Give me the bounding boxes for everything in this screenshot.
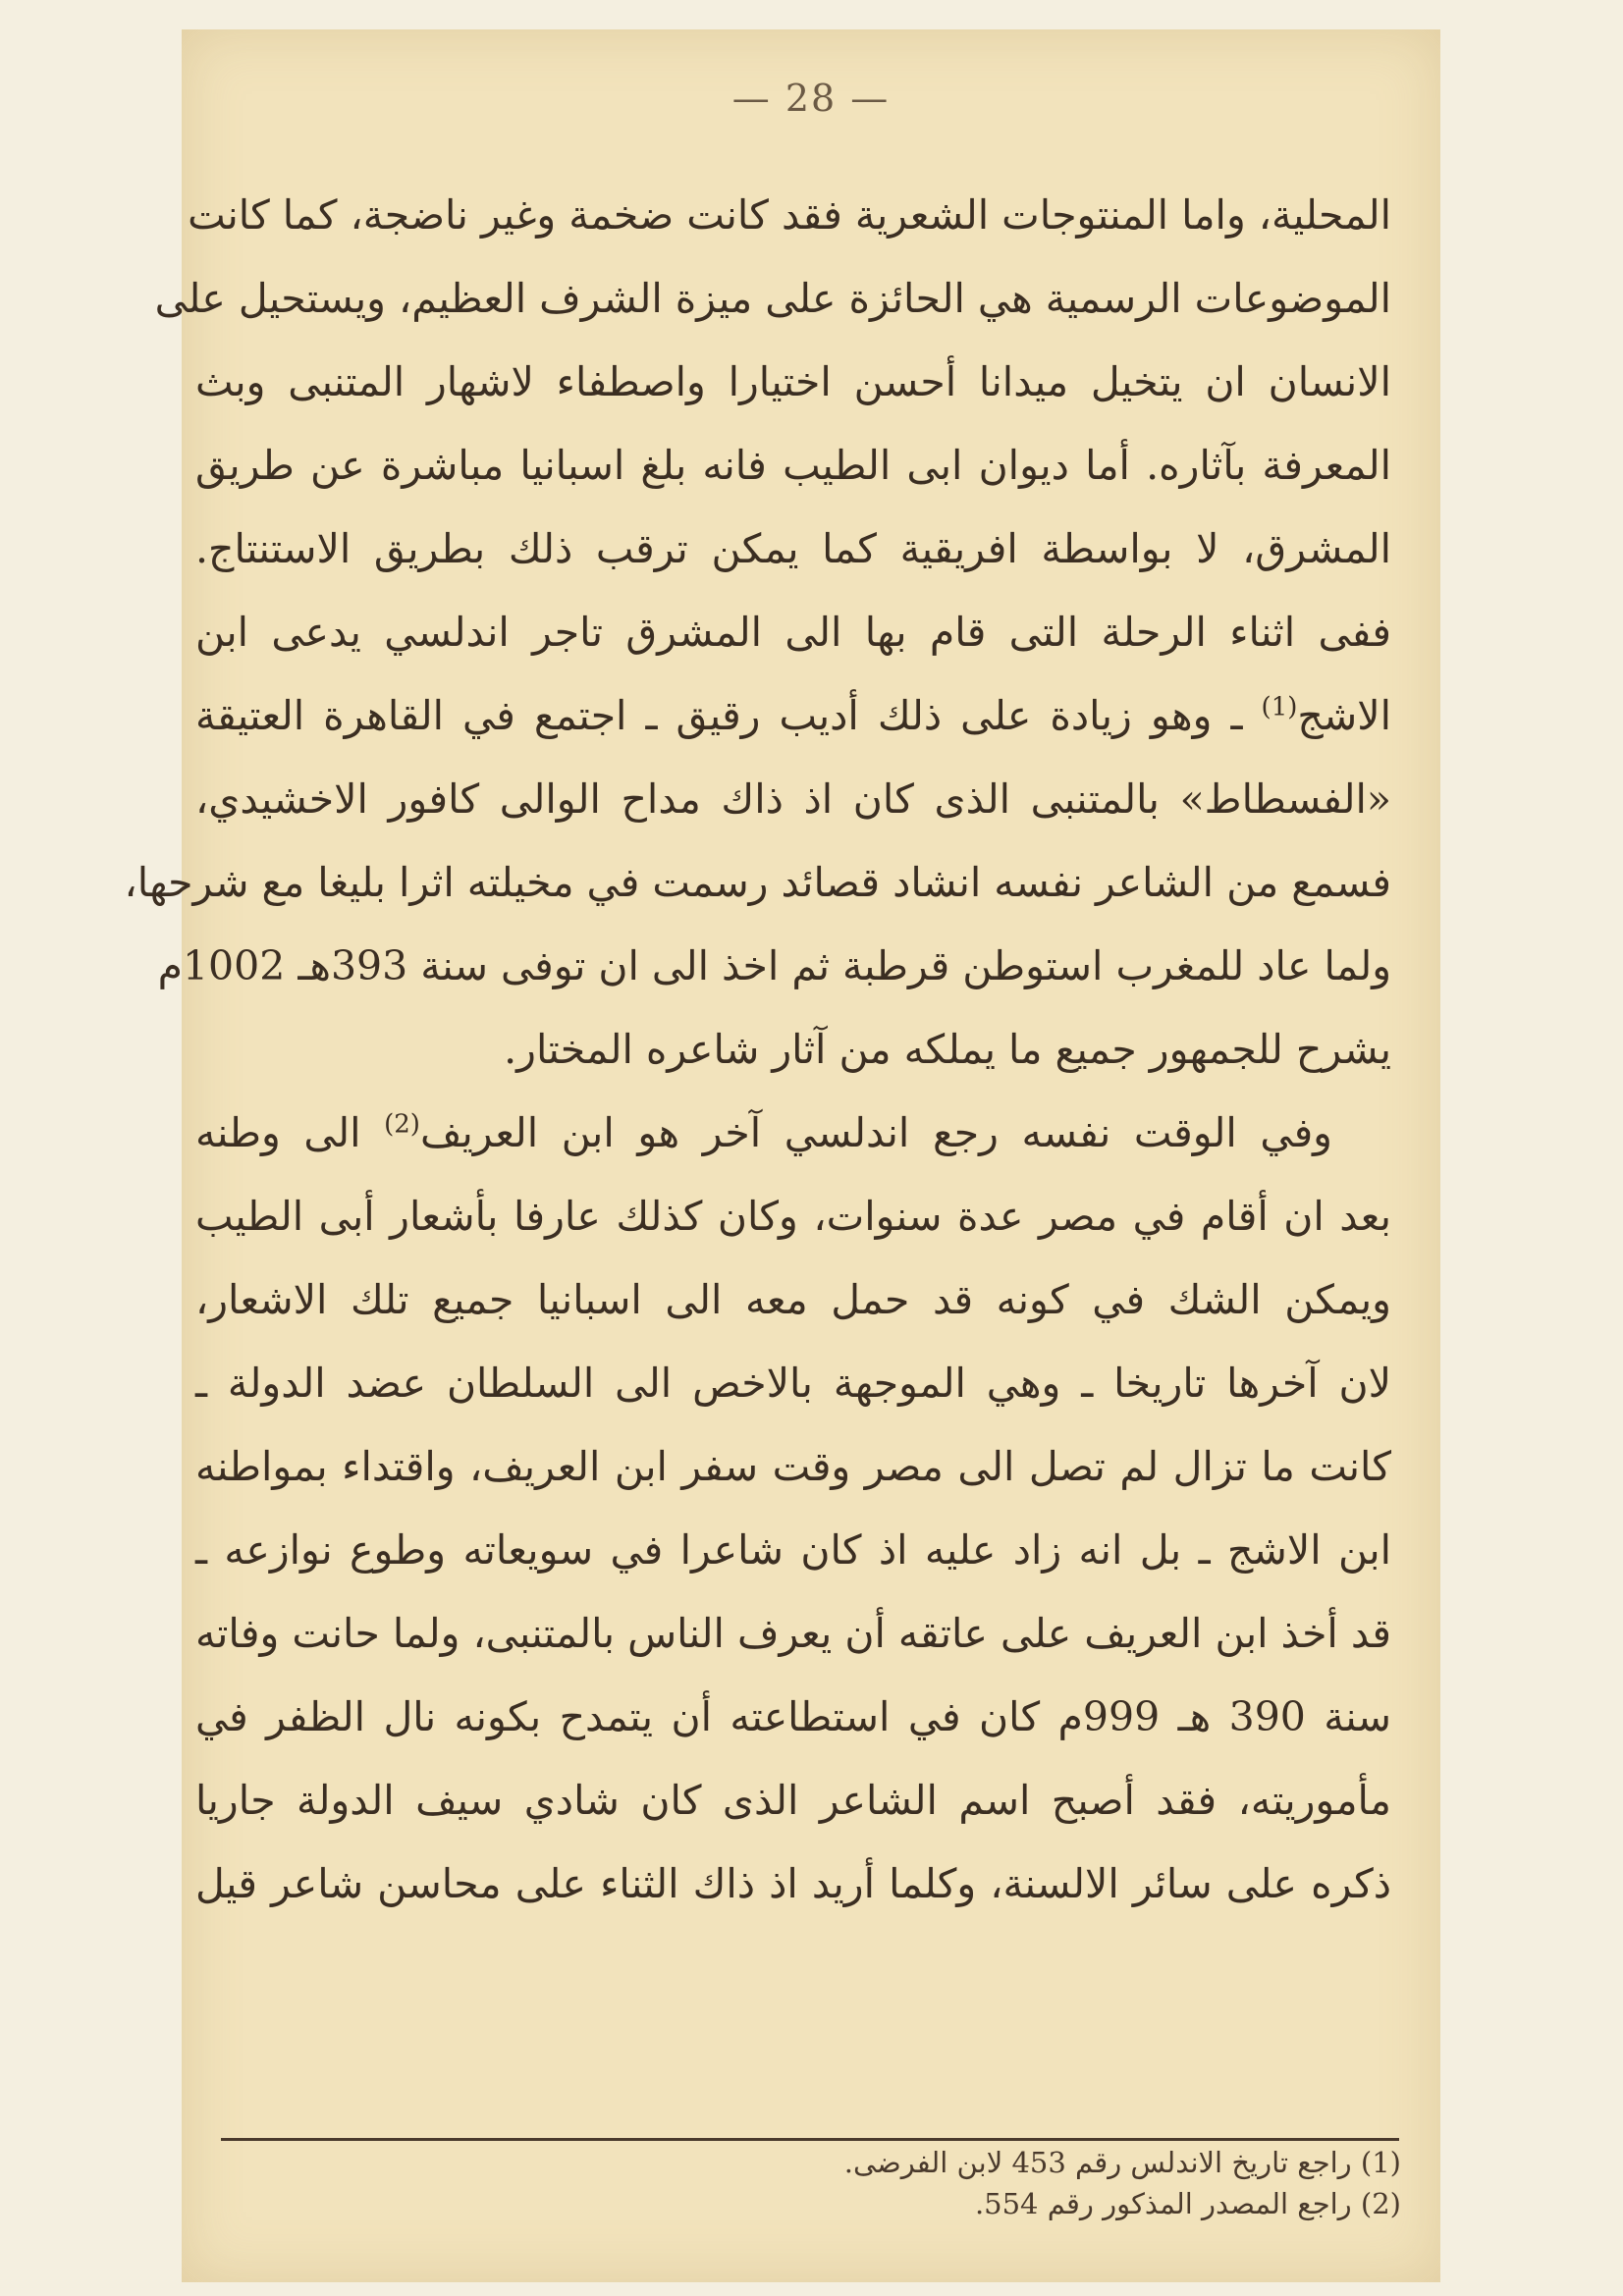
text-line: مأموريته، فقد أصبح اسم الشاعر الذى كان شادي سيف الدولة جاريا xyxy=(195,1777,1391,1824)
footnote-marker-2: (2) xyxy=(384,1109,420,1140)
footnote-divider xyxy=(221,2138,1399,2141)
text-line: «الفسطاط» بالمتنبى الذى كان اذ ذاك مداح الوالى كافور الاخشيدي، xyxy=(195,775,1391,823)
text-line-with-footnote-1 xyxy=(195,674,1391,758)
text-line: المعرفة بآثاره. أما ديوان ابى الطيب فانه بلغ اسبانيا مباشرة عن طريق xyxy=(195,442,1391,489)
text-line-with-footnote-2 xyxy=(195,1092,1391,1175)
text-segment: وفي الوقت نفسه رجع اندلسي آخر هو ابن العريف xyxy=(419,1109,1332,1156)
footnotes xyxy=(182,2142,1440,2224)
text-line: لان آخرها تاريخا ـ وهي الموجهة بالاخص الى السلطان عضد الدولة ـ xyxy=(195,1360,1391,1407)
text-line: ففى اثناء الرحلة التى قام بها الى المشرق تاجر اندلسي يدعى ابن xyxy=(195,609,1391,656)
text-segment: الى وطنه xyxy=(195,1109,385,1156)
text-line: قد أخذ ابن العريف على عاتقه أن يعرف الناس بالمتنبى، ولما حانت وفاته xyxy=(195,1610,1391,1657)
text-line: ابن الاشج ـ بل انه زاد عليه اذ كان شاعرا في سويعاته وطوع نوازعه ـ xyxy=(195,1526,1391,1574)
text-line: ولما عاد للمغرب استوطن قرطبة ثم اخذ الى ان توفى سنة 393هـ 1002م xyxy=(157,942,1391,989)
text-line: الموضوعات الرسمية هي الحائزة على ميزة الشرف العظيم، ويستحيل على xyxy=(154,275,1391,322)
text-line: المشرق، لا بواسطة افريقية كما يمكن ترقب ذلك بطريق الاستنتاج. xyxy=(195,525,1391,572)
footnote-marker-1: (1) xyxy=(1261,692,1298,722)
text-line: الانسان ان يتخيل ميدانا أحسن اختيارا واصطفاء لاشهار المتنبى وبث xyxy=(195,358,1391,405)
text-line: ويمكن الشك في كونه قد حمل معه الى اسبانيا جميع تلك الاشعار، xyxy=(195,1276,1391,1323)
text-line: فسمع من الشاعر نفسه انشاد قصائد رسمت في مخيلته اثرا بليغا مع شرحها، xyxy=(124,859,1391,906)
text-segment: الاشج xyxy=(1297,692,1391,739)
body-text xyxy=(124,174,1392,1926)
text-line: يشرح للجمهور جميع ما يملكه من آثار شاعره المختار. xyxy=(504,1026,1391,1073)
text-line: بعد ان أقام في مصر عدة سنوات، وكان كذلك عارفا بأشعار أبى الطيب xyxy=(195,1193,1391,1240)
footnote-1: (1) راجع تاريخ الاندلس رقم 453 لابن الفرضى. xyxy=(843,2146,1401,2179)
page-number: — 28 — xyxy=(731,77,891,120)
text-line: كانت ما تزال لم تصل الى مصر وقت سفر ابن العريف، واقتداء بمواطنه xyxy=(195,1443,1391,1490)
footnote-2: (2) راجع المصدر المذكور رقم 554. xyxy=(974,2187,1401,2220)
text-segment: ـ وهو زيادة على ذلك أديب رقيق ـ اجتمع في القاهرة العتيقة xyxy=(195,692,1262,739)
book-page xyxy=(124,29,1440,2282)
text-line: المحلية، واما المنتوجات الشعرية فقد كانت ضخمة وغير ناضجة، كما كانت xyxy=(188,191,1391,239)
text-line: ذكره على سائر الالسنة، وكلما أريد اذ ذاك الثناء على محاسن شاعر قيل xyxy=(195,1860,1391,1907)
text-line: سنة 390 هـ 999م كان في استطاعته أن يتمدح بكونه نال الظفر في xyxy=(195,1693,1392,1740)
